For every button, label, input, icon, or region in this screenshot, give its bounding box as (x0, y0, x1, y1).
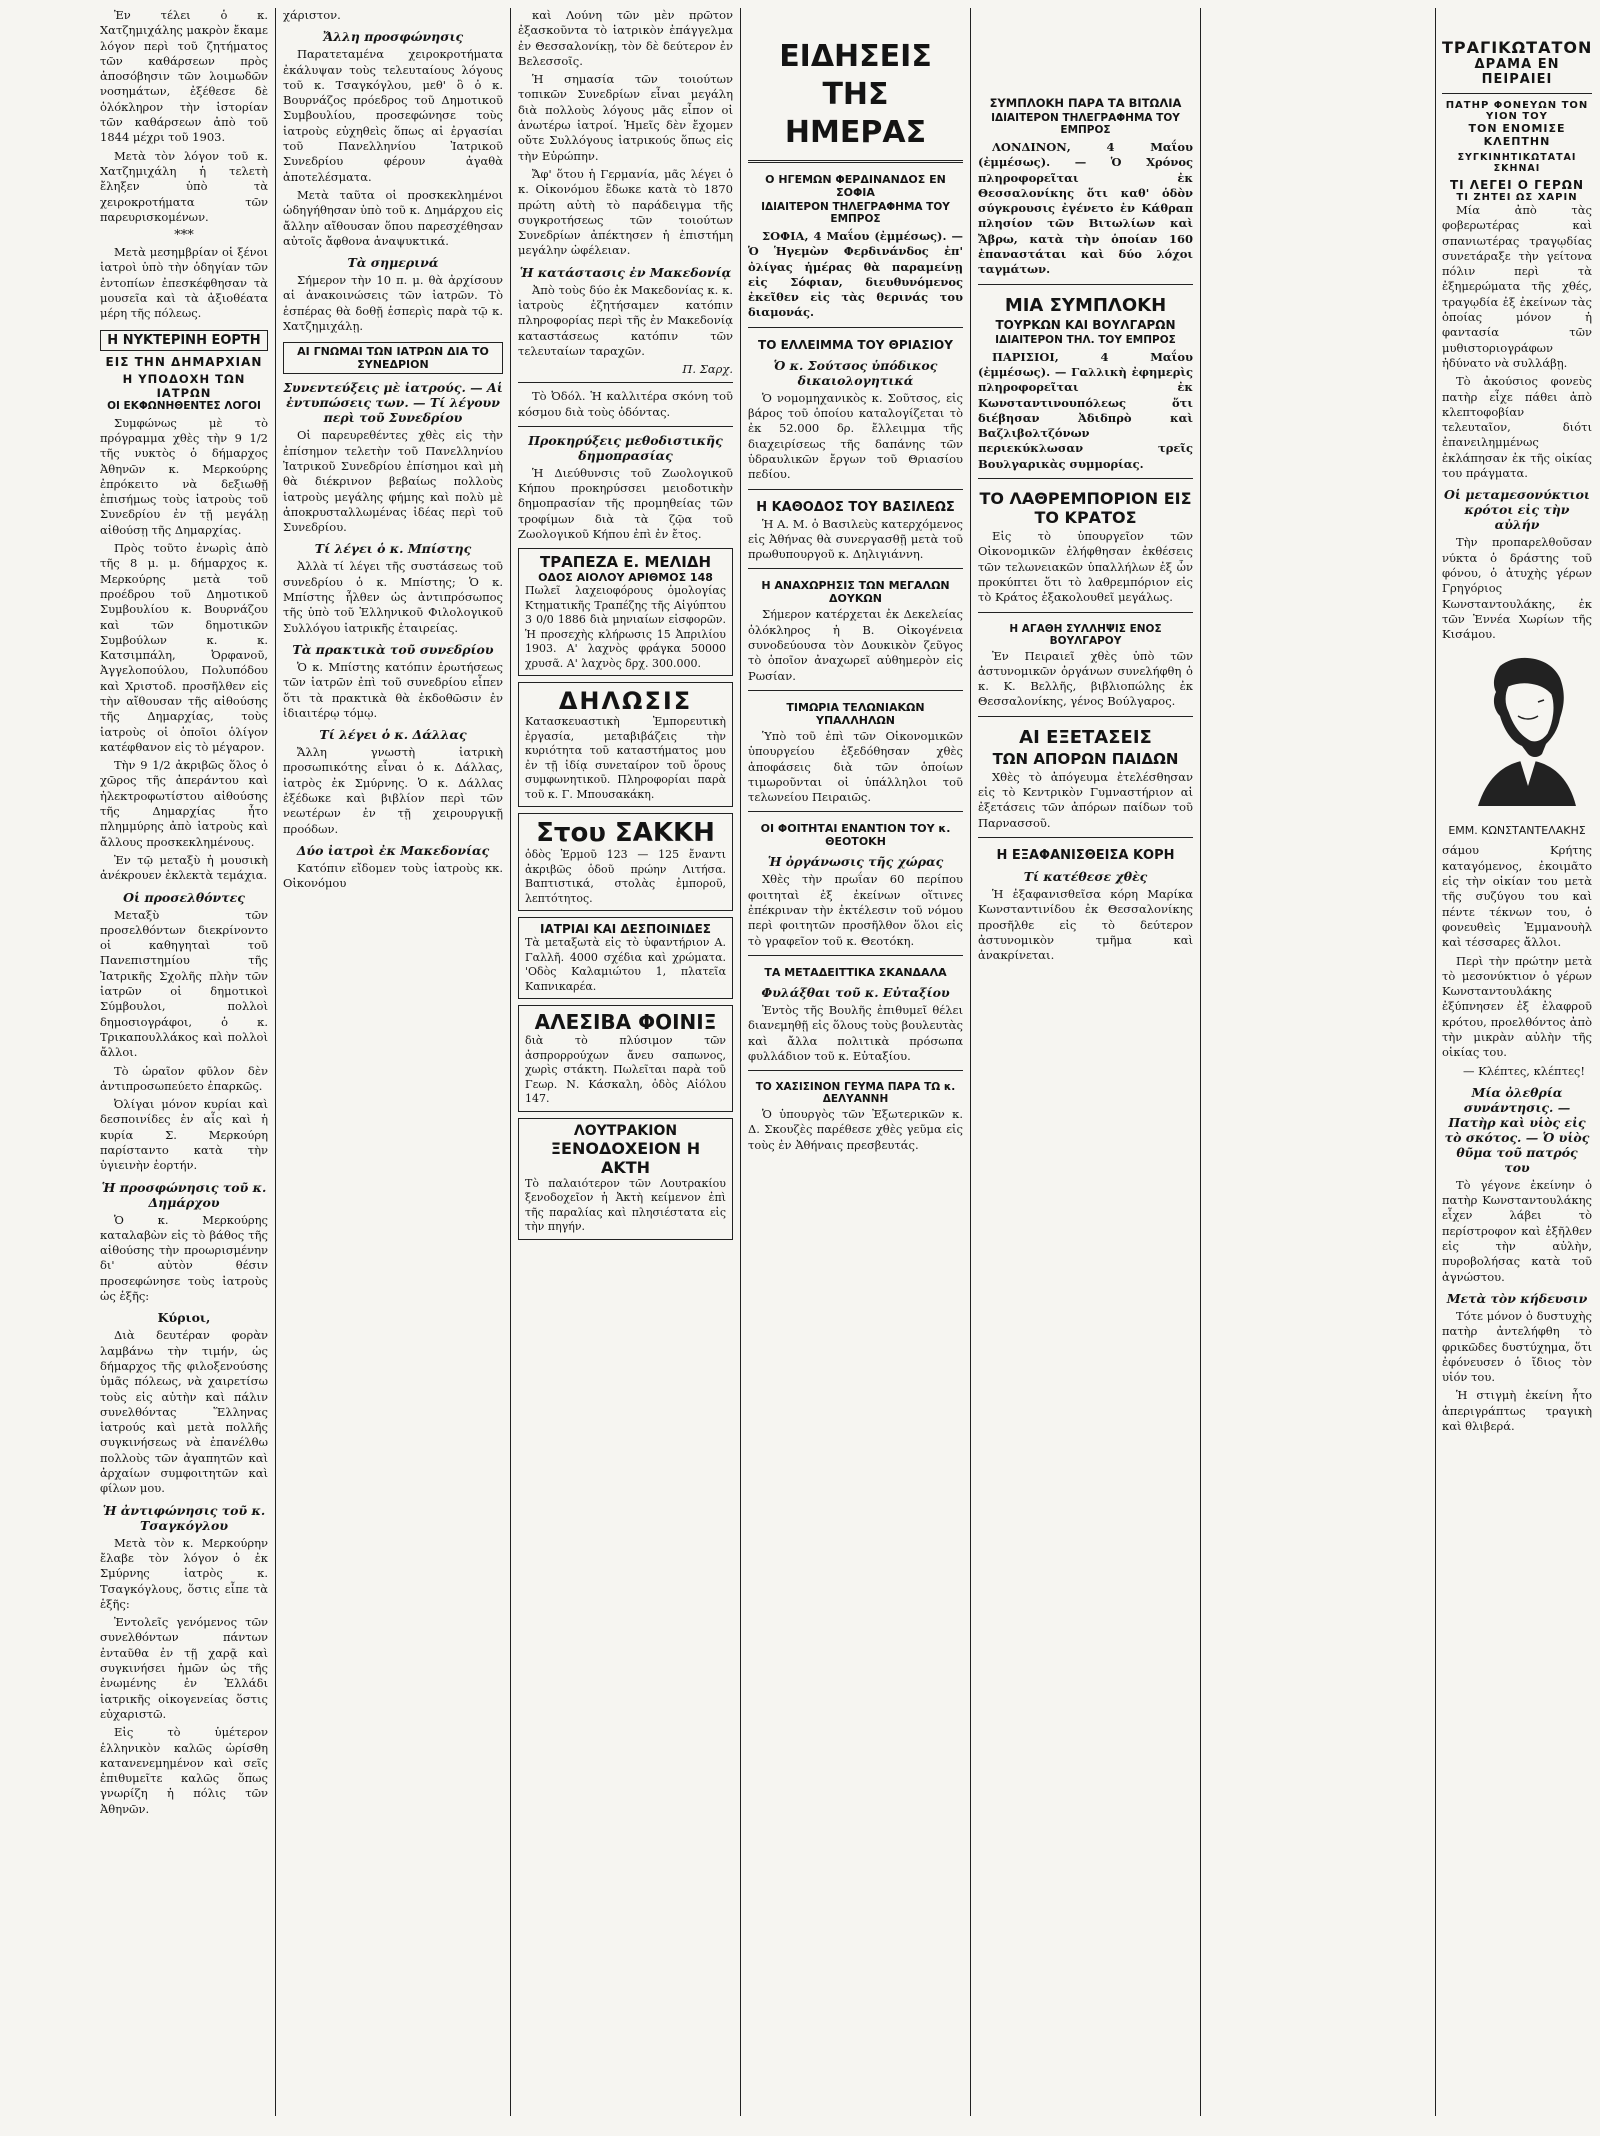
article-text: Ἡ ἐξαφανισθεῖσα κόρη Μαρίκα Κωνσταντινίδου ἐκ Θεσσαλονίκης προσῆλθε εἰς τὸ δεύτερον ἀστυνομικὸν τμῆμα καὶ ἀνακρίνεται. (978, 886, 1193, 963)
portrait-illustration (1442, 646, 1592, 820)
subheading: Τὰ πρακτικὰ τοῦ συνεδρίου (292, 641, 494, 657)
article-headline: ΤΟ ΕΛΛΕΙΜΜΑ ΤΟΥ ΘΡΙΑΣΙΟΥ (758, 337, 953, 352)
divider (748, 690, 963, 691)
article-text: Ἐντὸς τῆς Βουλῆς ἐπιθυμεῖ θέλει διανεμηθῇ εἰς ὅλους τοὺς βουλευτὰς καὶ ἄλλα πολιτικὰ πρόσωπα φυλλάδιον τοῦ κ. Εὐταξίου. (748, 1002, 963, 1063)
divider (748, 955, 963, 956)
article-headline-2: ΤΩΝ ΑΠΟΡΩΝ ΠΑΙΔΩΝ (992, 749, 1179, 768)
column-4 (748, 8, 963, 2116)
article-text: Διὰ δευτέραν φορὰν λαμβάνω τὴν τιμήν, ὡς δήμαρχος τῆς φιλοξενούσης ὑμᾶς πόλεως, νὰ χαιρετίσω τοὺς εἰς αὐτὴν καὶ πάλιν συνελθόντας Ἕλληνας ἰατρούς καὶ μετὰ πολλῆς συγκινήσεως νὰ ἐπανέλθω πολλοὺς τῶν ἀγαπητῶν καὶ ἀρχαίων συμφοιτητῶν καὶ φίλων μου. (100, 1328, 268, 1496)
ad-body: Κατασκευαστικὴ Ἐμπορευτικὴ ἐργασία, μεταβιβάζεις τὴν κυριότητα τοῦ καταστήματος μου ἐν τῇ ἰδίᾳ συνεταίρον τοῦ ὅρους συμφωνητικοῦ. Πληροφορίαι παρὰ τοῦ κ. Γ. Μπουσακάκη. (525, 715, 726, 801)
ad-title: ΤΡΑΠΕΖΑ Ε. ΜΕΛΙΔΗ (539, 553, 712, 572)
divider (978, 478, 1193, 479)
article-text: Μετὰ ταῦτα οἱ προσκεκλημένοι ὡδηγήθησαν ὑπὸ τοῦ κ. Δημάρχου εἰς ἄλλην αἴθουσαν ὅπου παρεσχέθησαν αὐτοῖς ἄφθονα ἀναψυκτικά. (283, 187, 503, 248)
article-text: Τότε μόνον ὁ δυστυχὴς πατὴρ ἀντελήφθη τὸ φρικῶδες δυστύχημα, ὅτι ἐφόνευσεν ὁ ἴδιος τὸν υἱόν του. (1442, 1308, 1592, 1385)
column-rule (1200, 8, 1201, 2116)
article-text: καὶ Λούνη τῶν μὲν πρῶτον ἐξασκοῦντα τὸ ἰατρικὸν ἐπάγγελμα ἐν Θεσσαλονίκῃ, τὸν δὲ δεύτερον ἐν Βελεσσοῖς. (518, 8, 733, 68)
article-text: Ἄφ' ὅτου ἡ Γερμανία, μᾶς λέγει ὁ κ. Οἰκονόμου ἔδωκε κατὰ τὸ 1870 πρώτη αὐτὴ τὸ παράδειγμα τῆς συγκροτήσεως τῶν τοιούτων Συνεδρίων ἀπέκτησεν ἡ ἐπιστήμη μεγάλην ὠφέλειαν. (518, 166, 733, 258)
article-headline: Η ΝΥΚΤΕΡΙΝΗ ΕΟΡΤΗ (100, 330, 268, 351)
section-masthead: ΕΙΔΗΣΕΙΣ ΤΗΣ ΗΜΕΡΑΣ (779, 39, 932, 150)
column-5 (978, 8, 1193, 2116)
advertisement-bank (518, 548, 733, 676)
subheading: Μία ὀλεθρία συνάντησις. — Πατὴρ καὶ υἱὸς εἰς τὸ σκότος. — Ὁ υἱὸς θῦμα τοῦ πατρός του (1444, 1084, 1590, 1175)
article-text: Ἐν τῷ μεταξὺ ἡ μουσικὴ ἀνέκρουεν ἐκλεκτὰ τεμάχια. (100, 852, 268, 883)
article-headline: ΑΙ ΕΞΕΤΑΣΕΙΣ (1019, 726, 1152, 748)
article-text: Ἐντολεῖς γενόμενος τῶν συνελθόντων πάντων ἐνταῦθα ἐν τῇ χαρᾷ καὶ συγκινήσει ἡμῶν ὡς τῆς ἐνωμένης ἐν Ἑλλάδι ἰατρικῆς οἰκογενείας ὅστις εὐχαριστῶ. (100, 1615, 268, 1721)
divider (748, 160, 963, 163)
divider (978, 716, 1193, 717)
column-6 (1442, 8, 1592, 2116)
article-text: Τὸ γέγονε ἐκείνην ὁ πατὴρ Κωνσταντουλάκης εἶχεν λάβει τὸ περίστροφον καὶ ἐξῆλθεν εἰς τὴν αὐλὴν, πυροβολήσας κατὰ τοῦ ἀγνώστου. (1442, 1177, 1592, 1284)
article-deck: ΙΔΙΑΙΤΕΡΟΝ ΤΗΛ. ΤΟΥ ΕΜΠΡΟΣ (995, 333, 1176, 346)
article-deck: ΙΔΙΑΙΤΕΡΟΝ ΤΗΛΕΓΡΑΦΗΜΑ ΤΟΥ ΕΜΠΡΟΣ (761, 201, 950, 225)
subheading: Ἡ κατάστασις ἐν Μακεδονίᾳ (519, 264, 732, 280)
article-text: Ὁ ὑπουργὸς τῶν Ἐξωτερικῶν κ. Δ. Σκουζὲς παρέθεσε χθὲς γεῦμα εἰς τοὺς ἐν Ἀθήναις πρεσβευτάς. (748, 1107, 963, 1152)
article-headline-2: ΕΙΣ ΤΗΝ ΔΗΜΑΡΧΙΑΝ (105, 354, 263, 369)
subheading: Τί λέγει ὁ κ. Μπίστης (314, 541, 472, 557)
article-text: Συμφώνως μὲ τὸ πρόγραμμα χθὲς τὴν 9 1/2 τῆς νυκτὸς ὁ δήμαρχος Ἀθηνῶν κ. Μερκούρης ἐπρόκειτο νὰ δεξιωθῇ ἐπισήμως τοὺς ἰατροὺς τοῦ Συνεδρίου ἐν τῇ μεγάλῃ αἰθούσῃ τῆς Δημαρχίας. (100, 415, 268, 537)
article-headline: ΤΟ ΛΑΘΡΕΜΠΟΡΙΟΝ ΕΙΣ ΤΟ ΚΡΑΤΟΣ (979, 489, 1192, 528)
article-text: Ἡ Α. Μ. ὁ Βασιλεὺς κατερχόμενος εἰς Ἀθήνας θὰ συνεργασθῇ μετὰ τοῦ πρωθυπουργοῦ κ. Δηλιγιάννη. (748, 516, 963, 562)
divider (518, 426, 733, 427)
article-text: Ἐν Πειραιεῖ χθὲς ὑπὸ τῶν ἀστυνομικῶν ὀργάνων συνελήφθη ὁ κ. Κ. Βελλῆς, βιβλιοπώλης ἐκ Θεσσαλονίκης, γένος Βούλγαρος. (978, 648, 1193, 709)
article-text: Εἰς τὸ ὑπουργεῖον τῶν Οἰκονομικῶν ἐλήφθησαν ἐκθέσεις τῶν τελωνειακῶν ὑπαλλήλων ἐξ ὧν προκύπτει ὅτι τὸ λαθρεμπόριον εἰς τὸ Κράτος ἐξακολουθεῖ μεγάλως. (978, 529, 1193, 605)
article-text: Περὶ τὴν πρώτην μετὰ τὸ μεσονύκτιον ὁ γέρων Κωνσταντουλάκης ἐξύπνησεν ἐξ ἐλαφροῦ κρότου, προελθόντος ἀπὸ τὴν μικρὰν αὐλὴν τῆς οἰκίας του. (1442, 953, 1592, 1060)
article-deck: ΙΔΙΑΙΤΕΡΟΝ ΤΗΛΕΓΡΑΦΗΜΑ ΤΟΥ ΕΜΠΡΟΣ (991, 112, 1180, 136)
article-text: Ἡ στιγμὴ ἐκείνη ἦτο ἀπεριγράπτως τραγικὴ καὶ θλιβερά. (1442, 1388, 1592, 1434)
ad-body: Τὸ παλαιότερον τῶν Λουτρακίου ξενοδοχεῖον ἡ Ἀκτὴ κείμενον ἐπὶ τῆς παραλίας καὶ πλησιέστατα εἰς τὴν πηγήν. (525, 1176, 726, 1234)
column-rule (275, 8, 276, 2116)
ad-text: Τὸ Ὀδόλ. Ἡ καλλιτέρα σκόνη τοῦ κόσμου διὰ τοὺς ὀδόντας. (518, 389, 733, 419)
subheading: Ὁ κ. Σούτσος ὑπόδικος δικαιολογητικά (773, 357, 938, 388)
ad-subtitle: ΟΔΟΣ ΑΙΟΛΟΥ ΑΡΙΘΜΟΣ 148 (538, 571, 713, 585)
article-text: ΠΑΡΙΣΙΟΙ, 4 Μαΐου (ἐμμέσως). — Γαλλικὴ ἐφημερὶς πληροφορεῖται ἐκ Κωνσταντινουπόλεως ὅτι διέβησαν Ἀδιδπρὸ καὶ Βαζλιβολτζόνων περιεκύκλωσαν τρεῖς Βουλγαρικὰς συμμορίας. (978, 349, 1193, 471)
article-text: Ἀπὸ τοὺς δύο ἐκ Μακεδονίας κ. κ. ἰατροὺς ἐζητήσαμεν κατόπιν πληροφορίας περὶ τῆς ἐν Μακεδονίᾳ καταστάσεως κατόπιν τῶν τελευταίων ταραχῶν. (518, 282, 733, 358)
article-headline: Η ΑΓΑΘΗ ΣΥΛΛΗΨΙΣ ΕΝΟΣ ΒΟΥΛΓΑΡΟΥ (1009, 622, 1162, 647)
article-text: Σήμερον τὴν 10 π. μ. θὰ ἀρχίσουν αἱ ἀνακοινώσεις τῶν ἰατρῶν. Τὸ ἑσπέρας θὰ δοθῇ ἑσπερὶς παρὰ τῷ κ. Χατζημιχάλῃ. (283, 273, 503, 334)
divider (748, 811, 963, 812)
salutation: Κύριοι, (157, 1310, 211, 1326)
article-text: Παρατεταμένα χειροκροτήματα ἐκάλυψαν τοὺς τελευταίους λόγους τοῦ κ. Τσαγκόγλου, μεθ' ὃ ὁ κ. Βουρνάζος πρόεδρος τοῦ Δημοτικοῦ Συμβουλίου, προσεφώνησε τοὺς ἰατροὺς εὐχηθεὶς ὅπως αἱ ἐργασίαι τοῦ Πανελληνίου Ἰατρικοῦ Συνεδρίου φέρουν ἀγαθὰ ἀποτελέσματα. (283, 47, 503, 184)
subheading: Μετὰ τὸν κήδευσιν (1446, 1290, 1588, 1306)
divider (1442, 93, 1592, 94)
advertisement-textiles (518, 917, 733, 999)
subheading: Φυλάξθαι τοῦ κ. Εὐταξίου (761, 984, 950, 1000)
newspaper-page (100, 0, 1600, 2136)
divider (748, 568, 963, 569)
article-text: Μετὰ μεσημβρίαν οἱ ξένοι ἰατροὶ ὑπὸ τὴν ὁδηγίαν τῶν ἐντοπίων ἐπεσκέφθησαν τὰ μουσεῖα καὶ τὰ ἀξιοθέατα μέρη τῆς πόλεως. (100, 245, 268, 321)
advertisement-soap (518, 1005, 733, 1112)
column-rule (510, 8, 511, 2116)
ad-body: Τὰ μεταξωτὰ εἰς τὸ ὑφαντήριον Α. Γαλλῆ. 4000 σχέδια καὶ χρώματα. 'Οδὸς Καλαμιώτου 1, πλατεῖα Καπνικαρέα. (525, 936, 726, 993)
column-rule (970, 8, 971, 2116)
article-text: Τὴν προπαρελθοῦσαν νύκτα ὁ δράστης τοῦ φόνου, ὁ ἀτυχὴς γέρων Γρηγόριος Κωνσταντουλάκης, ἐκ τῶν Ἐννέα Χωρίων τῆς Κισάμου. (1442, 535, 1592, 642)
article-headline-3: ΠΑΤΗΡ ΦΟΝΕΥΩΝ ΤΟΝ ΥΙΟΝ ΤΟΥ (1445, 100, 1589, 122)
article-text: Οἱ παρευρεθέντες χθὲς εἰς τὴν ἐπίσημον τελετὴν τοῦ Πανελληνίου Ἰατρικοῦ Συνεδρίου ἐπίσημοι καὶ μὴ θὰ διέκρινον βεβαίως πολλοὺς ἰατροὺς μεγάλης φήμης καὶ πολὺ μὲ ἀποκρυσταλλωμένας ἰδέας περὶ τοῦ Συνεδρίου. (283, 428, 503, 535)
article-headline: ΑΙ ΓΝΩΜΑΙ ΤΩΝ ΙΑΤΡΩΝ ΔΙΑ ΤΟ ΣΥΝΕΔΡΙΟΝ (283, 342, 503, 374)
article-text: Μετὰ τὸν κ. Μερκούρην ἔλαβε τὸν λόγον ὁ ἐκ Σμύρνης ἰατρὸς κ. Τσαγκόγλους, ὅστις εἶπε τὰ ἑξῆς: (100, 1535, 268, 1611)
divider (748, 1070, 963, 1071)
column-2 (283, 8, 503, 2116)
advertisement-notice (518, 682, 733, 807)
column-1 (100, 8, 268, 2116)
ad-subtitle: ΞΕΝΟΔΟΧΕΙΟΝ Η ΑΚΤΗ (550, 1138, 701, 1177)
article-text: Πρὸς τοῦτο ἐνωρὶς ἀπὸ τῆς 8 μ. μ. δήμαρχος κ. Μερκούρης μετὰ τοῦ προέδρου τοῦ Δημοτικοῦ Συμβουλίου κ. Βουρνάζου καὶ τῶν δημοτικῶν Συμβούλων κ. κ. Κατσιμπάλη, Ὀρφανοῦ, Ἀγγελοπούλου, Πολυπόδου καὶ Χριστοδ. προσῆλθεν εἰς τὴν αἴθουσαν τῆς αἰθούσης τῆς Δημαρχίας, τοὺς ἰατροὺς οἱ ὁποῖοι ὁλίγον κατέφθανον εἰς τὸ μέγαρον. (100, 541, 268, 754)
ad-title: ΙΑΤΡΙΑΙ ΚΑΙ ΔΕΣΠΟΙΝΙΔΕΣ (540, 922, 711, 937)
ad-body: διὰ τὸ πλύσιμον τῶν ἀσπρορρούχων ἄνευ σαπωνος, χωρὶς στάκτη. Πωλεῖται παρὰ τοῦ Γεωρ. Ν. Κάσκαλη, ὁδὸς Αἰόλου 147. (525, 1034, 726, 1106)
column-rule (1435, 8, 1436, 2116)
ad-title: ΔΗΛΩΣΙΣ (558, 687, 693, 716)
subheading: Οἱ μεταμεσονύκτιοι κρότοι εἰς τὴν αὐλήν (1444, 487, 1590, 533)
article-text: ΣΟΦΙΑ, 4 Μαΐου (ἐμμέσως). — Ὁ Ἡγεμὼν Φερδινάνδος ἐπ' ὀλίγας ἡμέρας θὰ παραμείνῃ εἰς Σόφιαν, διευθυνόμενος ἐκεῖθεν εἰς τὰς θερινάς του διαμονάς. (748, 229, 963, 320)
article-text: Ὁ κ. Μπίστης κατόπιν ἐρωτήσεως τῶν ἰατρῶν ἐπὶ τοῦ συνεδρίου εἶπεν ὅτι τὰ πρακτικὰ θὰ ἐκδοθῶσιν ἐν ἰδιαιτέρῳ τόμῳ. (283, 659, 503, 720)
subheading: Προκηρύξεις μεθοδιστικῆς δημοπρασίας (528, 432, 723, 463)
article-text: Ὑπὸ τοῦ ἐπὶ τῶν Οἰκονομικῶν ὑπουργείου ἐξεδόθησαν χθὲς ἀποφάσεις διὰ τῶν ὁποίων τιμωροῦνται οἱ ὑπάλληλοι τοῦ τελωνείου Πειραιῶς. (748, 728, 963, 805)
article-text: Εἰς τὸ ὑμέτερον ἑλληνικὸν καλῶς ὡρίσθη κατανενεμημένον καὶ σεῖς ἐπιθυμεῖτε καλῶς ὅπως γνωρίζη ἡ πόλις τῶν Ἀθηνῶν. (100, 1725, 268, 1816)
article-text: σάμου Κρήτης καταγόμενος, ἐκοιμᾶτο εἰς τὴν οἰκίαν του μετὰ τῆς συζύγου του καὶ πέντε τέκνων του, ὁ φονευθεὶς Ἐμμανουὴλ καὶ τέσσαρες ἄλλοι. (1442, 843, 1592, 950)
article-headline: ΟΙ ΦΟΙΤΗΤΑΙ ΕΝΑΝΤΙΟΝ ΤΟΥ κ. ΘΕΟΤΟΚΗ (760, 822, 951, 849)
article-headline-2: ΤΟΥΡΚΩΝ ΚΑΙ ΒΟΥΛΓΑΡΩΝ (995, 317, 1176, 332)
article-text: Κατόπιν εἴδομεν τοὺς ἰατροὺς κκ. Οἰκονόμου (283, 860, 503, 891)
section-ornament: *** (174, 228, 194, 244)
article-text: Ὁ κ. Μερκούρης καταλαβὼν εἰς τὸ βάθος τῆς αἰθούσης τὴν προωρισμένην δι' αὐτὸν θέσιν προσεφώνησε τοὺς ἰατροὺς ὡς ἑξῆς: (100, 1212, 268, 1304)
ad-title: ΑΛΕΣΙΒΑ ΦΟΙΝΙΞ (534, 1010, 717, 1035)
article-headline: ΤΡΑΓΙΚΩΤΑΤΟΝ (1442, 38, 1592, 57)
divider (978, 284, 1193, 285)
article-text: Μεταξὺ τῶν προσελθόντων διεκρίνοντο οἱ καθηγηταὶ τοῦ Πανεπιστημίου τῆς Ἰατρικῆς Σχολῆς πλὴν τῶν ἰατρῶν οἱ δημοτικοὶ Σύμβουλοι, πολλοὶ δημοσιογράφοι, ὁ κ. Τρικαπουλλάκος καὶ πολλοὶ ἄλλοι. (100, 907, 268, 1060)
article-headline-4: ΤΟΝ ΕΝΟΜΙΣΕ ΚΛΕΠΤΗΝ (1468, 122, 1566, 148)
subheading: Οἱ προσελθόντες (123, 889, 245, 905)
ad-body: Πωλεῖ λαχειοφόρους ὁμολογίας Κτηματικῆς Τραπέζης τῆς Αἰγύπτου 3 0/0 1886 διὰ μηνιαίων εἰσφορῶν. Ἡ προσεχὴς κλήρωσις 15 Ἀπριλίου 1903. Α' λαχνὸς φράγκα 50000 χρυσᾶ. Α' λαχνὸς δρχ. 300.000. (525, 584, 726, 670)
article-headline-3: Η ΥΠΟΔΟΧΗ ΤΩΝ ΙΑΤΡΩΝ (122, 371, 246, 400)
divider (978, 612, 1193, 613)
subheading: Συνεντεύξεις μὲ ἰατρούς. — Αἱ ἐντυπώσεις των. — Τί λέγουν περὶ τοῦ Συνεδρίου (283, 380, 503, 426)
article-headline: ΤΙΜΩΡΙΑ ΤΕΛΩΝΙΑΚΩΝ ΥΠΑΛΛΗΛΩΝ (786, 700, 925, 727)
subheading: Ἡ ἀντιφώνησις τοῦ κ. Τσαγκόγλου (102, 1502, 266, 1533)
ad-body: ὁδὸς Ἑρμοῦ 123 — 125 ἔναντι ἀκριβῶς ὁδοῦ πρώην Λιτήσα. Βαπτιστικά, στολὰς ἐμποροῦ, λεπτότητος. (525, 848, 726, 905)
subheading: Δύο ἰατροὶ ἐκ Μακεδονίας (296, 842, 490, 858)
subheading: Ἄλλη προσφώνησις (322, 29, 464, 45)
article-headline: ΜΙΑ ΣΥΜΠΛΟΚΗ (1004, 294, 1167, 316)
article-headline: Η ΚΑΘΟΔΟΣ ΤΟΥ ΒΑΣΙΛΕΩΣ (756, 499, 955, 515)
article-headline: Η ΕΞΑΦΑΝΙΣΘΕΙΣΑ ΚΟΡΗ (996, 847, 1175, 863)
ad-title: ΛΟΥΤΡΑΚΙΟΝ (573, 1122, 678, 1139)
subheading: Τί λέγει ὁ κ. Δάλλας (319, 727, 467, 743)
article-text: Ἐν τέλει ὁ κ. Χατζημιχάλης μακρὸν ἔκαμε λόγον περὶ τοῦ ζητήματος τῶν καθάρσεων πρὸς ἀποσόβησιν τῶν λοιμωδῶν νοσημάτων, ἐξέθεσε δὲ ὁλόκληρον τὴν ἱστορίαν τῶν καθάρσεων ἀπὸ τοῦ 1844 μέχρι τοῦ 1903. (100, 8, 268, 145)
article-headline: Ο ΗΓΕΜΩΝ ΦΕΡΔΙΝΑΝΔΟΣ ΕΝ ΣΟΦΙΑ (765, 173, 946, 199)
article-text: Ὀλίγαι μόνον κυρίαι καὶ δεσποινίδες ἐν αἷς καὶ ἡ κυρία Σ. Μερκούρη παρίσταντο κατὰ τὴν ὑγιεινὴν ἑορτήν. (100, 1097, 268, 1173)
article-text: Σήμερον κατέρχεται ἐκ Δεκελείας ὁλόκληρος ἡ Β. Οἰκογένεια συνοδεύουσα τὸν Δουκικὸν ζεῦγος τὸ ὁποῖον ἀναχωρεῖ αὐθημερὸν εἰς Ρωσίαν. (748, 607, 963, 683)
article-text: Τὸ ὡραῖον φῦλον δὲν ἀντιπροσωπεύετο ἐπαρκῶς. (100, 1063, 268, 1093)
article-headline: ΤΑ ΜΕΤΑΔΕΙΤΤΙΚΑ ΣΚΑΝΔΑΛΑ (764, 965, 947, 979)
subheading: Ἡ ὀργάνωσις τῆς χώρας (767, 854, 944, 870)
article-deck: ΤΙ ΖΗΤΕΙ ΩΣ ΧΑΡΙΝ (1456, 192, 1578, 203)
article-text: Ἡ Διεύθυνσις τοῦ Ζωολογικοῦ Κήπου προκηρύσσει μειοδοτικὴν δημοπρασίαν τῆς προμηθείας τῶν τροφίμων διὰ τὰ ζῷα τοῦ Ζωολογικοῦ Κήπου ἐπὶ ἐν ἔτος. (518, 465, 733, 542)
article-deck: ΟΙ ΕΚΦΩΝΗΘΕΝΤΕΣ ΛΟΓΟΙ (107, 399, 261, 412)
column-rule (740, 8, 741, 2116)
article-text: χάριστον. (283, 8, 341, 22)
article-deck: ΣΥΓΚΙΝΗΤΙΚΩΤΑΤΑΙ ΣΚΗΝΑΙ (1457, 152, 1577, 174)
subheading: Ἡ προσφώνησις τοῦ κ. Δημάρχου (101, 1179, 267, 1210)
divider (518, 382, 733, 383)
article-text: Ὁ νομομηχανικὸς κ. Σοῦτσος, εἰς βάρος τοῦ ὁποίου καταλογίζεται τὸ ἐκ 52.000 δρ. ἔλλειμμα τῆς διαχειρίσεως τῆς δαπάνης τῶν ὑδραυλικῶν ἔργων τοῦ Θριασίου πεδίου. (748, 390, 963, 482)
subheading: Τί κατέθεσε χθὲς (1023, 868, 1148, 884)
article-text: Ἀλλὰ τί λέγει τῆς συστάσεως τοῦ συνεδρίου ὁ κ. Μπίστης; Ὁ κ. Μπίστης ἦλθεν ὡς ἀντιπρόσωπος τῆς ὑπὸ τοῦ Ἑλληνικοῦ Φιλολογικοῦ Συλλόγου ἰατρικῆς ἑταιρείας. (283, 559, 503, 635)
subheading: Τὰ σημερινά (347, 255, 439, 271)
article-headline: ΣΥΜΠΛΟΚΗ ΠΑΡΑ ΤΑ ΒΙΤΩΛΙΑ (989, 96, 1182, 110)
article-text: Χθὲς τὴν πρωΐαν 60 περίπου φοιτηταὶ ἐξ ἐκείνων οἵτινες ἐπέκριναν τὴν ἐκτέλεσιν τοῦ νόμου περὶ φοιτητῶν προσῆλθον ὅλοι εἰς τὸ γραφεῖον τοῦ κ. Θεοτόκη. (748, 872, 963, 948)
article-text: ΛΟΝΔΙΝΟΝ, 4 Μαΐου (ἐμμέσως). — Ὁ Χρόνος πληροφορεῖται ἐκ Θεσσαλονίκης ὅτι καθ' ὁδὸν σύγκρουσις ἐγένετο ἐν Κάθραπ πλησίον τῶν Βιτωλίων καὶ Ἄβρω, κατὰ τὴν ὁποίαν 160 ἐπαναστάται καὶ δύο λόχοι ταγμάτων. (978, 140, 1193, 277)
divider (748, 327, 963, 328)
article-text: Ἄλλη γνωστὴ ἰατρικὴ προσωπικότης εἶναι ὁ κ. Δάλλας, ἰατρὸς ἐκ Σμύρνης. Ὁ κ. Δάλλας ἐξέδωκε καὶ βιβλίον περὶ τῶν νεωτέρων ἐν τῇ χειρουργικῇ προόδων. (283, 745, 503, 836)
portrait-icon (1442, 646, 1592, 816)
article-text: Μία ἀπὸ τὰς φοβερωτέρας καὶ σπανιωτέρας τραγῳδίας συνετάραξε τὴν γείτονα πόλιν περὶ τὰ ἐξημερώματα τῆς χθές, τραγῳδία ἐξ ἐκείνων τὰς ὁποίας μόνον ἡ φαντασία τῶν μυθιστοριογράφων ἠδύνατο νὰ συλλάβῃ. (1442, 203, 1592, 370)
ad-title: Στου ΣΑΚΚΗ (536, 818, 715, 849)
column-3 (518, 8, 733, 2116)
article-text: Μετὰ τὸν λόγον τοῦ κ. Χατζημιχάλη ἡ τελετὴ ἔληξεν ὑπὸ τὰ χειροκροτήματα τῶν παρευρισκομένων. (100, 148, 268, 224)
divider (748, 489, 963, 490)
advertisement-hotel (518, 1118, 733, 1240)
article-headline: ΤΟ ΧΑΣΙΣΙΝΟΝ ΓΕΥΜΑ ΠΑΡΑ ΤΩ κ. ΔΕΛΥΑΝΝΗ (755, 1081, 956, 1106)
article-text: Ἡ σημασία τῶν τοιούτων τοπικῶν Συνεδρίων εἶναι μεγάλη διὰ πολλοὺς λόγους μᾶς εἶπον οἱ ἀνωτέρω ἰατροί. Ἡμεῖς δὲν ἔχομεν οὔτε Συλλόγους ἰατρικούς ὅπως εἰς τὴν Εὐρώπην. (518, 72, 733, 163)
divider (978, 837, 1193, 838)
article-text: — Κλέπτες, κλέπτες! (1463, 1063, 1585, 1078)
article-deck: ΤΙ ΛΕΓΕΙ Ο ΓΕΡΩΝ (1449, 178, 1585, 192)
article-text: Χθὲς τὸ ἀπόγευμα ἐτελέσθησαν εἰς τὸ Κεντρικὸν Γυμναστήριον αἱ ἐξετάσεις τῶν ἀπόρων παίδων τοῦ Παρνασσοῦ. (978, 769, 1193, 830)
author-signature: Π. Σαρχ. (682, 362, 733, 377)
article-headline: Η ΑΝΑΧΩΡΗΣΙΣ ΤΩΝ ΜΕΓΑΛΩΝ ΔΟΥΚΩΝ (761, 579, 950, 606)
article-text: Τὴν 9 1/2 ἀκριβῶς ὅλος ὁ χῶρος τῆς ἀπεράντου καὶ ἠλεκτροφωτίστου αἰθούσης τῆς Δημαρχίας ἦτο πλημμύρης ἀπὸ ἰατροὺς καὶ ἄλλους προσκεκλημένους. (100, 758, 268, 849)
portrait-caption: ΕΜΜ. ΚΩΝΣΤΑΝΤΕΛΑΚΗΣ (1448, 824, 1586, 838)
advertisement-shop (518, 813, 733, 911)
article-text: Τὸ ἀκούσιος φονεὺς πατὴρ εἶχε πάθει ἀπὸ κλεπτοφοβίαν τελευταῖον, διότι ἐπανειλημμένως ἐκλάπησαν ἐκ τῆς οἰκίας του πράγματα. (1442, 374, 1592, 481)
article-headline-2: ΔΡΑΜΑ ΕΝ ΠΕΙΡΑΙΕΙ (1474, 57, 1560, 87)
